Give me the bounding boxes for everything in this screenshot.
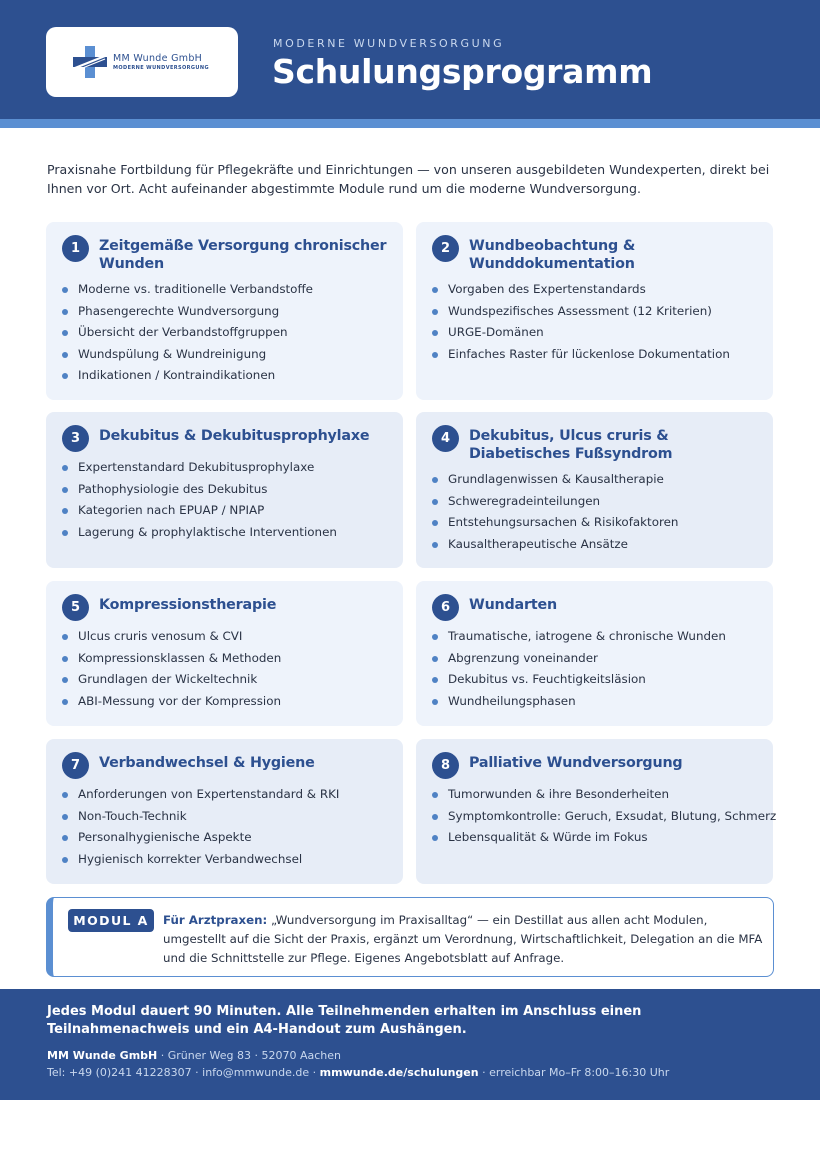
list-item: URGE-Domänen (432, 322, 730, 344)
footer-address: · Grüner Weg 83 · 52070 Aachen (157, 1049, 342, 1062)
list-item: Abgrenzung voneinander (432, 648, 726, 670)
module-number: 1 (62, 235, 89, 262)
module-card-7 (46, 739, 403, 884)
header-banner (0, 0, 820, 119)
list-item: Grundlagen der Wickeltechnik (62, 669, 281, 691)
module-number: 5 (62, 594, 89, 621)
module-items (62, 279, 313, 387)
list-item: Non-Touch-Technik (62, 806, 339, 828)
separator: · (309, 1066, 320, 1079)
footer-company: MM Wunde GmbH (47, 1049, 158, 1062)
medical-cross-icon (73, 46, 107, 78)
list-item: Dekubitus vs. Feuchtigkeitsläsion (432, 669, 726, 691)
list-item: Expertenstandard Dekubitusprophylaxe (62, 457, 337, 479)
header-eyebrow: MODERNE WUNDVERSORGUNG (273, 37, 505, 50)
list-item: Vorgaben des Expertenstandards (432, 279, 730, 301)
page-title: Schulungsprogramm (272, 52, 653, 91)
module-items (62, 457, 337, 543)
logo (46, 27, 238, 97)
module-title: Wundarten (469, 597, 557, 613)
module-items (432, 626, 726, 712)
list-item: ABI-Messung vor der Kompression (62, 691, 281, 713)
header-stripe (0, 119, 820, 128)
footer-email-link[interactable]: info@mmwunde.de (202, 1066, 310, 1079)
footer-hours: · erreichbar Mo–Fr 8:00–16:30 Uhr (478, 1066, 670, 1079)
callout-text (163, 911, 763, 968)
module-card-5 (46, 581, 403, 726)
module-card-3 (46, 412, 403, 568)
list-item: Traumatische, iatrogene & chronische Wunden (432, 626, 726, 648)
module-number: 3 (62, 425, 89, 452)
module-number: 7 (62, 752, 89, 779)
module-number: 2 (432, 235, 459, 262)
separator: · (191, 1066, 203, 1079)
footer-contact-line (47, 1066, 669, 1079)
module-card-2 (416, 222, 773, 400)
module-number: 8 (432, 752, 459, 779)
list-item: Tumorwunden & ihre Besonderheiten (432, 784, 776, 806)
module-title: Palliative Wundversorgung (469, 755, 683, 771)
list-item: Einfaches Raster für lückenlose Dokumentation (432, 344, 730, 366)
list-item: Kategorien nach EPUAP / NPIAP (62, 500, 337, 522)
module-card-4 (416, 412, 773, 568)
footer-address-line (47, 1049, 341, 1062)
list-item: Moderne vs. traditionelle Verbandstoffe (62, 279, 313, 301)
list-item: Wundspülung & Wundreinigung (62, 344, 313, 366)
module-title: Verbandwechsel & Hygiene (99, 755, 315, 771)
module-card-8 (416, 739, 777, 884)
logo-tagline: MODERNE WUNDVERSORGUNG (113, 65, 209, 71)
module-title: Dekubitus & Dekubitusprophylaxe (99, 428, 370, 444)
module-card-1 (46, 222, 403, 400)
list-item: Wundheilungsphasen (432, 691, 726, 713)
intro-text: Praxisnahe Fortbildung für Pflegekräfte und Einrichtungen — von unseren ausgebildeten Wundexperten, direkt bei Ihnen vor Ort. Acht aufeinander abgestimmte Module rund um die moderne Wundversorgung. (47, 162, 770, 196)
module-number: 4 (432, 425, 459, 452)
callout-body: „Wundversorgung im Praxisalltag“ — ein Destillat aus allen acht Modulen, umgestellt auf die Sicht der Praxis, ergänzt um Verordnung, Wirtschaftlichkeit, Delegation an die MFA und die Schnittstelle zur Pflege. Eigenes Angebotsblatt auf Anfrage. (163, 913, 763, 965)
footer-url-link[interactable]: mmwunde.de/schulungen (319, 1066, 479, 1079)
list-item: Lebensqualität & Würde im Fokus (432, 827, 776, 849)
logo-name: MM Wunde GmbH (113, 53, 203, 64)
list-item: Kausaltherapeutische Ansätze (432, 534, 678, 556)
list-item: Hygienisch korrekter Verbandwechsel (62, 849, 339, 871)
list-item: Phasengerechte Wundversorgung (62, 301, 313, 323)
list-item: Lagerung & prophylaktische Interventionen (62, 522, 337, 544)
list-item: Pathophysiologie des Dekubitus (62, 479, 337, 501)
list-item: Symptomkontrolle: Geruch, Exsudat, Blutung, Schmerz (432, 806, 776, 828)
list-item: Kompressionsklassen & Methoden (62, 648, 281, 670)
module-a-badge: MODUL A (68, 909, 154, 932)
module-card-6 (416, 581, 773, 726)
footer-main-text: Jedes Modul dauert 90 Minuten. Alle Teilnehmenden erhalten im Anschluss einen Teilnahmenachweis und ein A4-Handout zum Aushängen. (47, 1004, 642, 1037)
footer-phone: Tel: +49 (0)241 41228307 (47, 1066, 192, 1079)
module-items (432, 469, 678, 555)
module-items (432, 279, 730, 365)
module-items (62, 784, 339, 870)
list-item: Personalhygienische Aspekte (62, 827, 339, 849)
module-a-callout (46, 897, 774, 977)
list-item: Grundlagenwissen & Kausaltherapie (432, 469, 678, 491)
module-items (432, 784, 776, 849)
module-number: 6 (432, 594, 459, 621)
list-item: Schweregradeinteilungen (432, 491, 678, 513)
list-item: Entstehungsursachen & Risikofaktoren (432, 512, 678, 534)
list-item: Übersicht der Verbandstoffgruppen (62, 322, 313, 344)
module-items (62, 626, 281, 712)
footer (0, 989, 820, 1100)
callout-lead: Für Arztpraxen: (163, 913, 268, 927)
module-title: Zeitgemäße Versorgung chronischer Wunden (99, 238, 387, 272)
module-title: Kompressionstherapie (99, 597, 277, 613)
list-item: Anforderungen von Expertenstandard & RKI (62, 784, 339, 806)
list-item: Wundspezifisches Assessment (12 Kriterien) (432, 301, 730, 323)
list-item: Indikationen / Kontraindikationen (62, 365, 313, 387)
list-item: Ulcus cruris venosum & CVI (62, 626, 281, 648)
module-title: Wundbeobachtung & Wunddokumentation (469, 238, 636, 272)
module-title: Dekubitus, Ulcus cruris & Diabetisches Fußsyndrom (469, 428, 673, 462)
